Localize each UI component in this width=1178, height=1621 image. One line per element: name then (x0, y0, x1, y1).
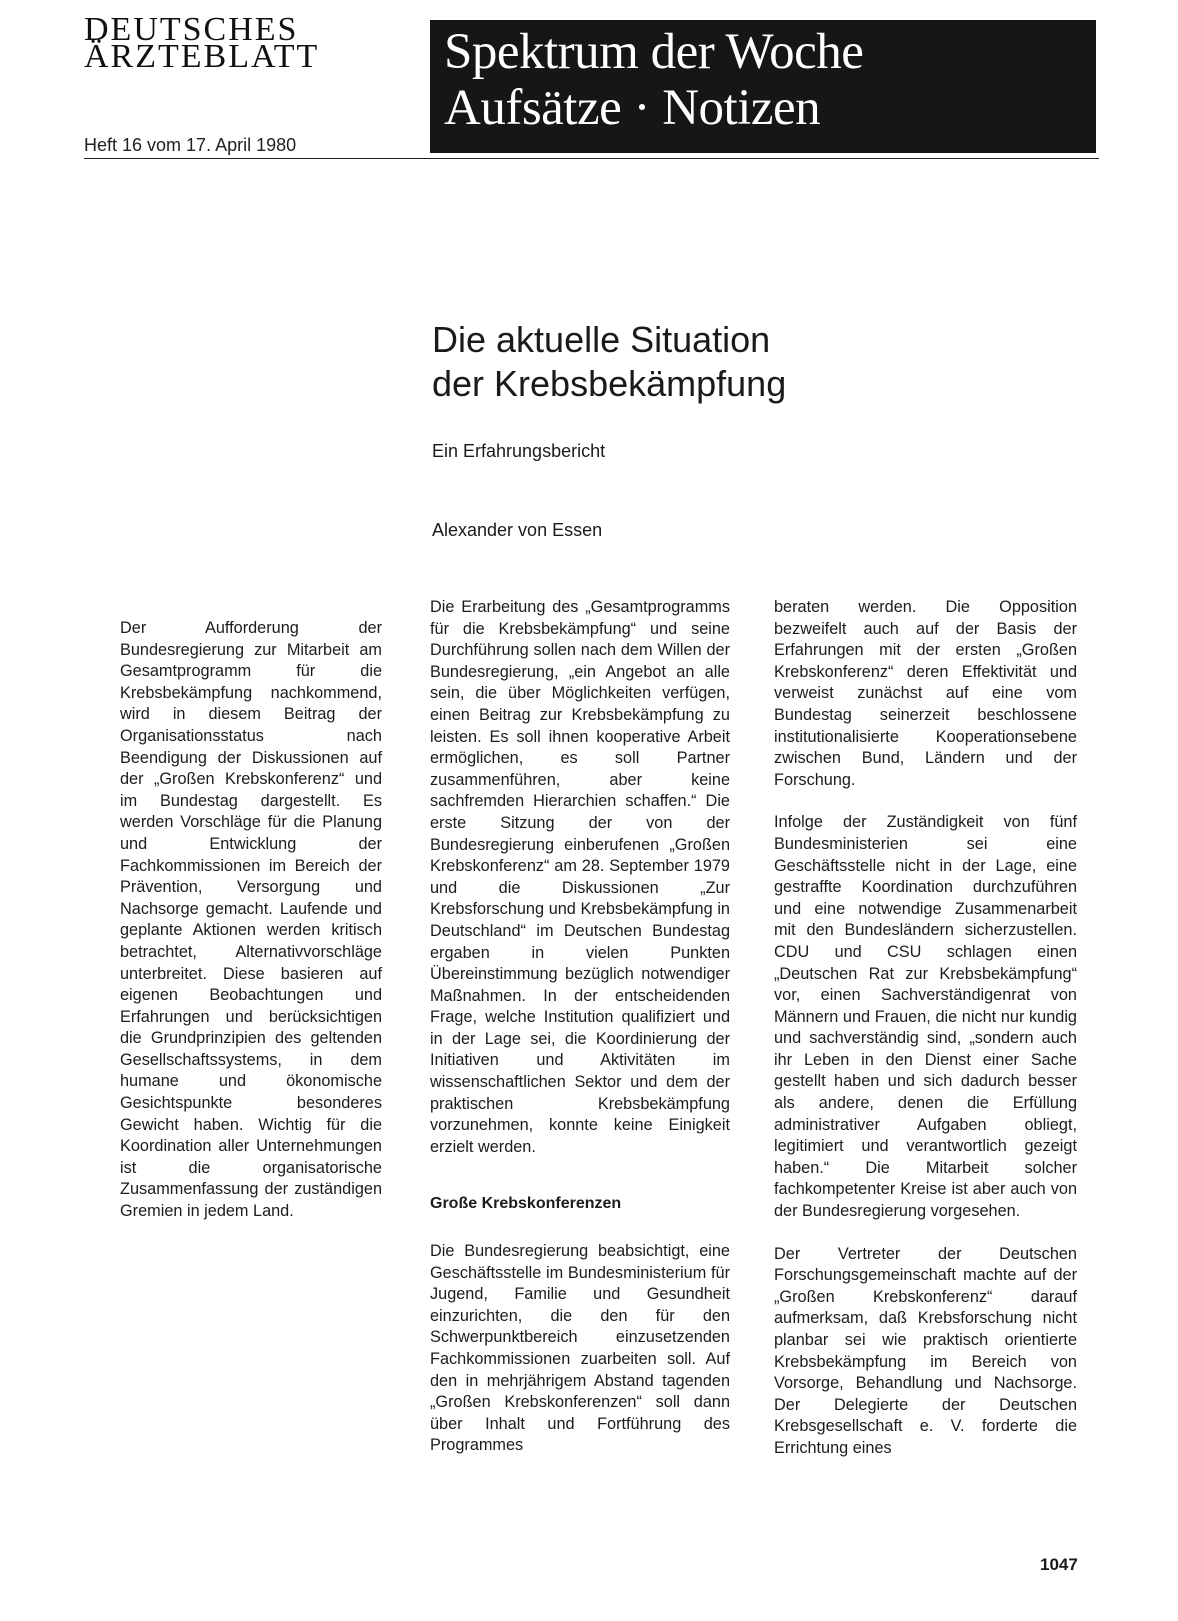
banner-line-2: Aufsätze · Notizen (444, 80, 821, 136)
section-heading: Große Krebskonferenzen (430, 1195, 622, 1213)
article-title (432, 318, 786, 406)
abstract-text: Der Aufforderung der Bundesregierung zur Mitarbeit am Gesamtprogramm für die Krebsbekämpfung nachkommend, wird in diesem Beitrag der Organisationsstatus nach Beendigung der Diskussionen auf der „Großen Krebskonferenz“ und im Bundestag dargestellt. Es werden Vorschläge für die Planung und Entwicklung der Fachkommissionen im Bereich der Prävention, Versorgung und Nachsorge gemacht. Laufende und geplante Aktionen werden kritisch betrachtet, Alternativvorschläge unterbreitet. Diese basieren auf eigenen Beobachtungen und Erfahrungen und berücksichtigen die Grundprinzipien des geltenden Gesellschaftssystems, in dem humane und ökonomische Gesichtspunkte besonderes Gewicht haben. Wichtig für die Koordination aller Unternehmungen ist die organisatorische Zusammenfassung der zuständigen Gremien in jedem Land. (120, 619, 382, 1221)
title-line-1: Die aktuelle Situation (432, 319, 771, 360)
body-column-2 (430, 597, 730, 1478)
masthead-line-2: ÄRZTEBLATT (84, 38, 320, 75)
issue-line: Heft 16 vom 17. April 1980 (84, 135, 297, 155)
section-banner (430, 20, 1096, 153)
title-line-2: der Krebsbekämpfung (432, 363, 787, 404)
banner-line-1: Spektrum der Woche (444, 24, 864, 80)
column3-paragraph-3: Der Vertreter der Deutschen Forschungsgemeinschaft machte auf der „Großen Krebskonferenz“ darauf aufmerksam, daß Krebsforschung nicht planbar sei wie praktisch orientierte Krebsbekämpfung im Bereich von Vorsorge, Behandlung und Nachsorge. Der Delegierte der Deutschen Krebsgesellschaft e. V. forderte die Errichtung eines (774, 1244, 1077, 1457)
column2-paragraph-1: Die Erarbeitung des „Gesamtprogramms für die Krebsbekämpfung“ und seine Durchführung sollen nach dem Willen der Bundesregierung, „ein Angebot an alle sein, die über Möglichkeiten verfügen, einen Beitrag zur Krebsbekämpfung zu leisten. Es soll ihnen kooperative Arbeit ermöglichen, es soll Partner zusammenführen, aber keine sachfremden Hierarchien schaffen.“ Die erste Sitzung der von der Bundesregierung einberufenen „Großen Krebskonferenz“ am 28. September 1979 und die Diskussionen „Zur Krebsforschung und Krebsbekämpfung in Deutschland“ im Deutschen Bundestag ergaben in vielen Punkten Übereinstimmung bezüglich notwendiger Maßnahmen. In der entscheidenden Frage, welche Institution qualifiziert und in der Lage sei, die Koordinierung der Initiativen und Aktivitäten im wissenschaftlichen Sektor und dem der praktischen Krebsbekämpfung vorzunehmen, konnte keine Einigkeit erzielt werden. (430, 598, 730, 1156)
page-number: 1047 (1040, 1555, 1078, 1574)
article-subtitle: Ein Erfahrungsbericht (432, 441, 606, 461)
header-rule (84, 158, 1099, 159)
column3-paragraph-2: Infolge der Zuständigkeit von fünf Bundesministerien sei eine Geschäftsstelle nicht in der Lage, eine gestraffte Koordination durchzuführen und eine notwendige Zusammenarbeit mit den Bundesländern sicherzustellen. CDU und CSU schlagen einen „Deutschen Rat zur Krebsbekämpfung“ vor, einen Sachverständigenrat von Männern und Frauen, die nicht nur kundig und sachverständig sind, „sondern auch ihr Leben in den Dienst einer Sache gestellt haben und sich dadurch besser als andere, denen die Erfüllung administrativer Aufgaben obliegt, legitimiert und verantwortlich gezeigt haben.“ Die Mitarbeit solcher fachkompetenter Kreise ist aber auch von der Bundesregierung vorgesehen. (774, 813, 1077, 1221)
body-column-3 (774, 597, 1077, 1481)
masthead-line-1: DEUTSCHES (84, 11, 299, 48)
column3-paragraph-1: beraten werden. Die Opposition bezweifelt auch auf der Basis der Erfahrungen mit der ersten „Großen Krebskonferenz“ deren Effektivität und verweist zunächst auf eine vom Bundestag seinerzeit beschlossene institutionalisierte Kooperationsebene zwischen Bund, Ländern und der Forschung. (774, 598, 1077, 789)
abstract-column (120, 618, 382, 1244)
journal-masthead (84, 11, 320, 75)
column2-paragraph-2: Die Bundesregierung beabsichtigt, eine Geschäftsstelle im Bundesministerium für Jugend, Familie und Gesundheit einzurichten, die den für den Schwerpunktbereich einzusetzenden Fachkommissionen zuarbeiten soll. Auf den in mehrjährigem Abstand tagenden „Großen Krebskonferenzen“ soll dann über Inhalt und Fortführung des Programmes (430, 1242, 730, 1455)
article-author: Alexander von Essen (432, 520, 603, 540)
